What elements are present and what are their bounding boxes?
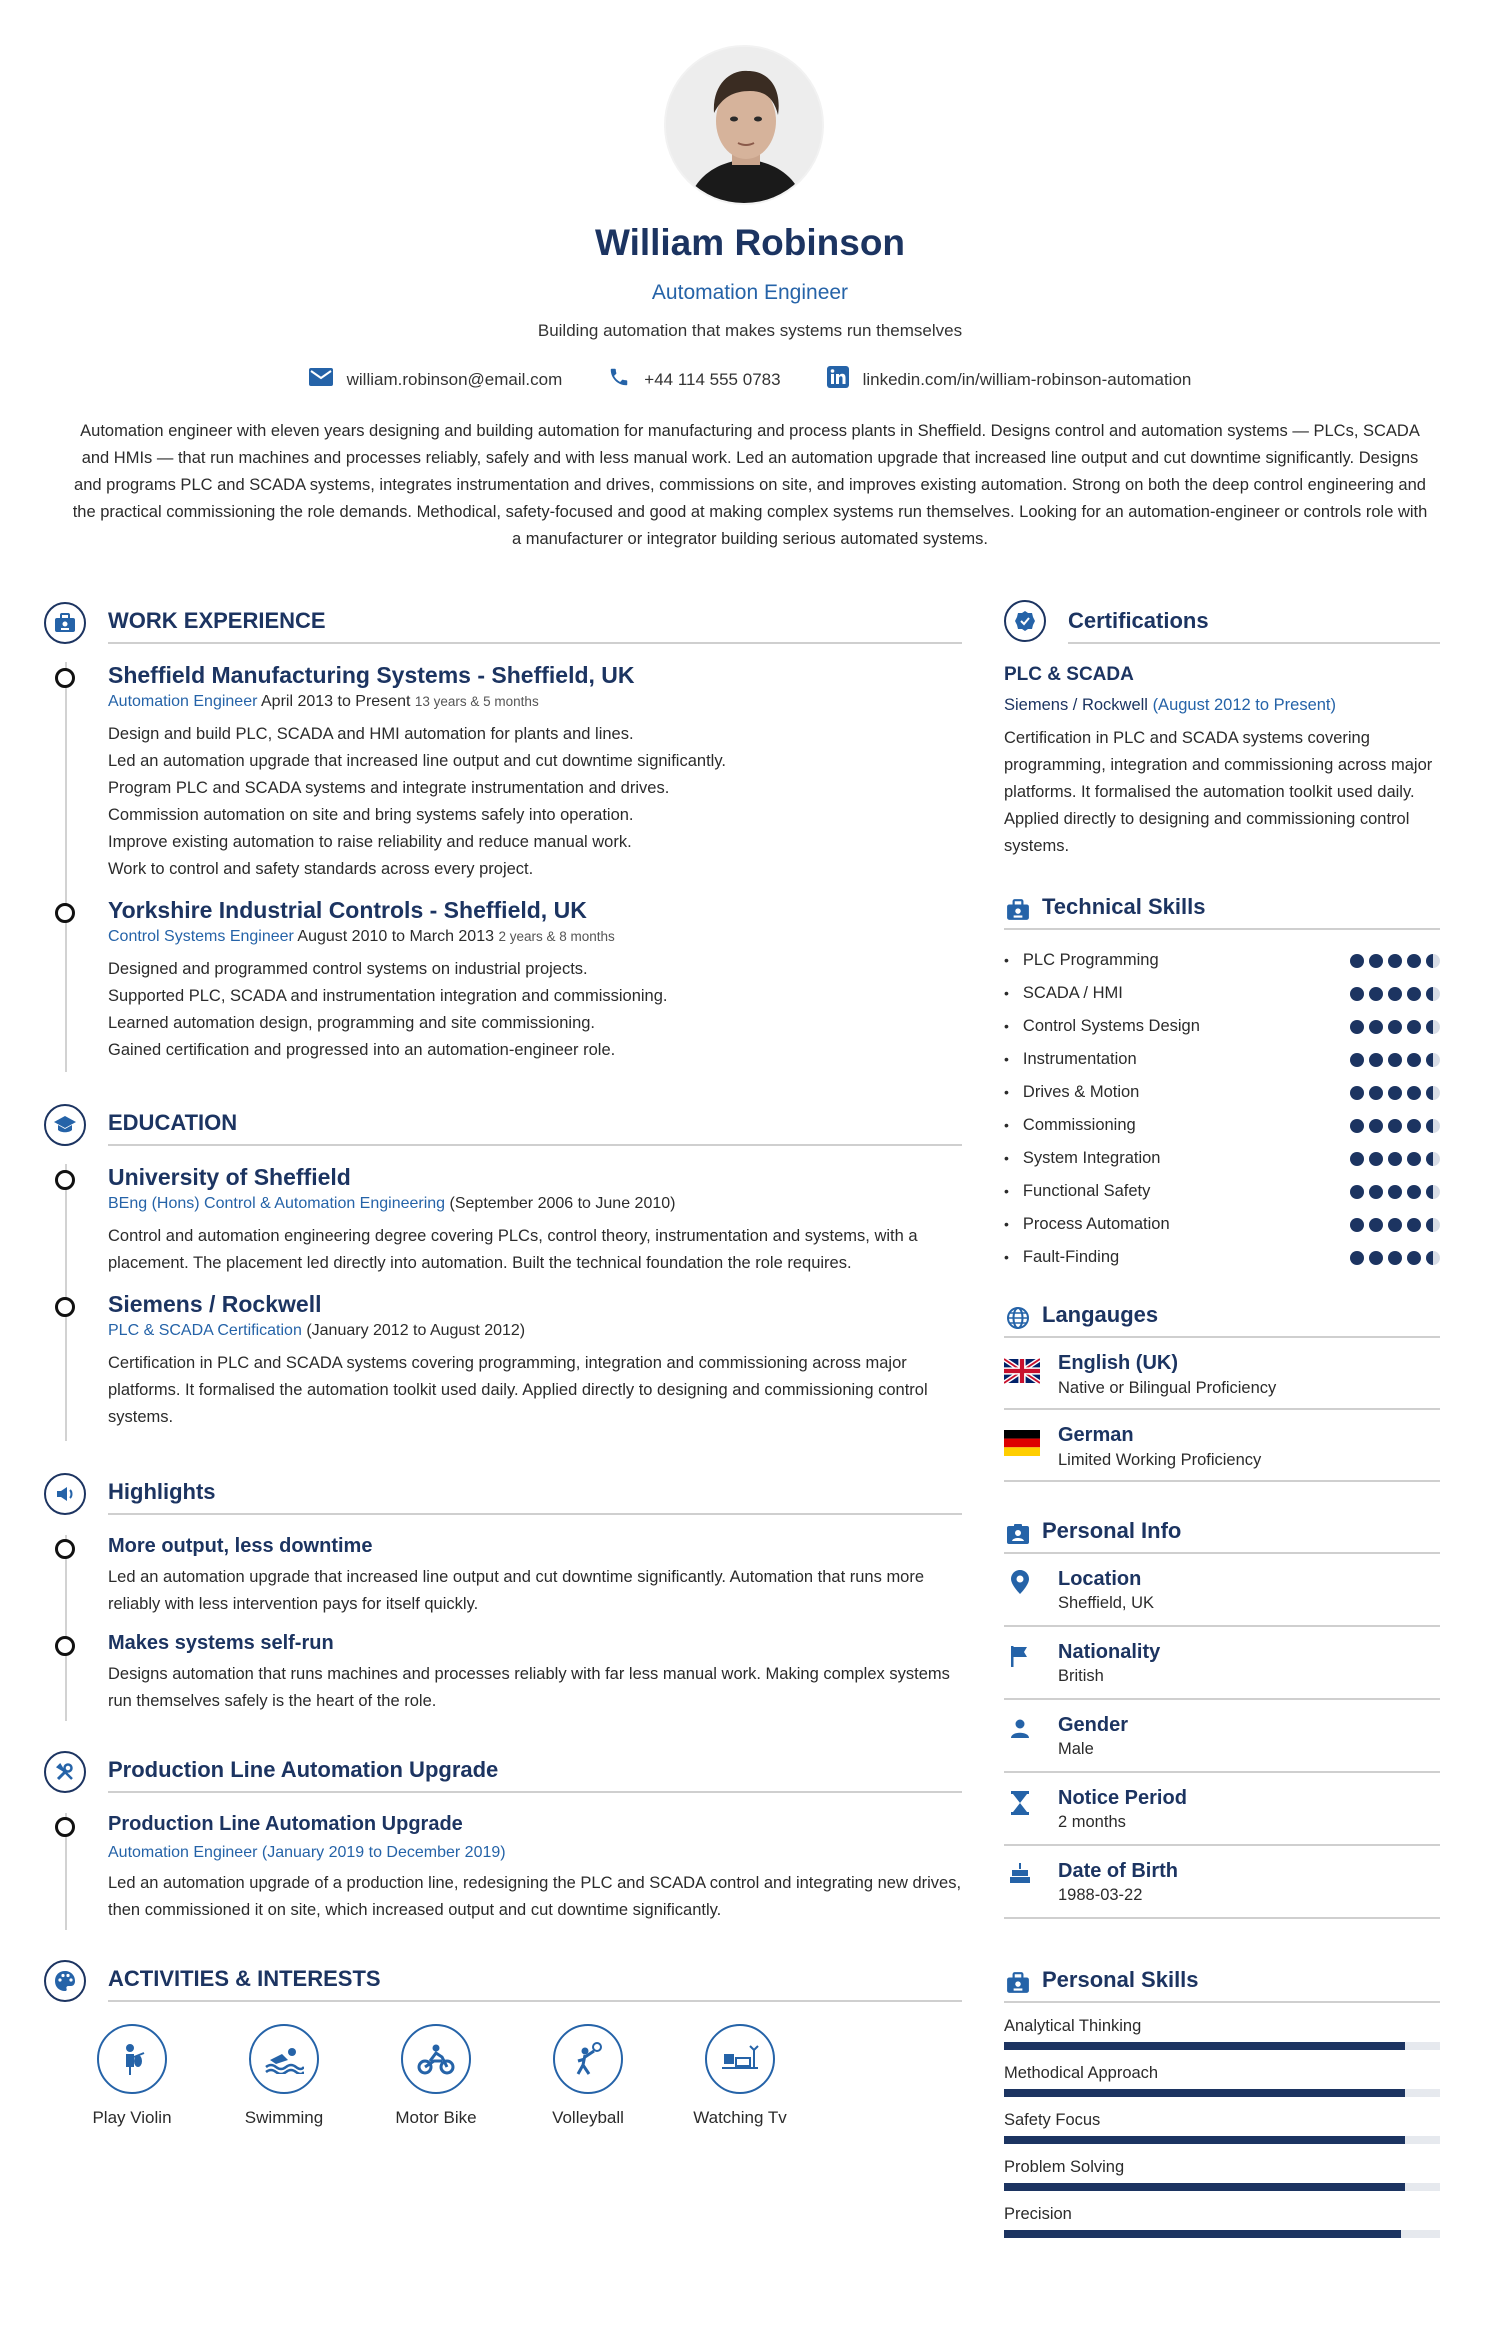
rating-dot bbox=[1407, 987, 1421, 1001]
personal-info-value: 1988-03-22 bbox=[1058, 1886, 1143, 1904]
personal-skills-list bbox=[1004, 2017, 1440, 2238]
tv-icon bbox=[705, 2024, 775, 2094]
activity-item bbox=[360, 2024, 512, 2128]
highlights-section bbox=[44, 1471, 962, 1721]
skill-rating bbox=[1350, 1086, 1440, 1100]
germany-flag-icon bbox=[1004, 1430, 1040, 1461]
project-title: Production Line Automation Upgrade bbox=[108, 1813, 463, 1835]
rating-dot bbox=[1426, 1218, 1440, 1232]
rating-dot bbox=[1426, 1185, 1440, 1199]
rating-dot bbox=[1426, 1152, 1440, 1166]
language-name: German bbox=[1058, 1424, 1134, 1446]
highlight-entry bbox=[108, 1632, 962, 1715]
technical-skill-item bbox=[1004, 1241, 1440, 1274]
job-bullet: Learned automation design, programming and site commissioning. bbox=[108, 1014, 596, 1032]
personal-skill-item bbox=[1004, 2017, 1440, 2050]
skill-rating bbox=[1350, 1218, 1440, 1232]
cert-dates: (August 2012 to Present) bbox=[1152, 696, 1337, 714]
activities-section bbox=[44, 1958, 962, 2128]
job-bullet: Supported PLC, SCADA and instrumentation integration and commissioning. bbox=[108, 987, 668, 1005]
rating-dot bbox=[1350, 1152, 1364, 1166]
rating-dot bbox=[1407, 1119, 1421, 1133]
project-role: Automation Engineer bbox=[108, 1844, 258, 1861]
technical-skill-item bbox=[1004, 1109, 1440, 1142]
rating-dot bbox=[1388, 1053, 1402, 1067]
personal-skill-bar-fill bbox=[1004, 2136, 1405, 2144]
education-description: Certification in PLC and SCADA systems covering programming, integration and commissioning across major platforms. It formalised the automation toolkit used daily. Applied directly to designing and commissioning control systems. bbox=[108, 1354, 928, 1426]
rating-dot bbox=[1350, 1185, 1364, 1199]
technical-skill-item bbox=[1004, 1175, 1440, 1208]
language-name: English (UK) bbox=[1058, 1352, 1178, 1374]
education-entry bbox=[108, 1291, 962, 1431]
phone-icon bbox=[608, 366, 630, 393]
personal-info-label: Notice Period bbox=[1058, 1787, 1187, 1809]
project-section bbox=[44, 1749, 962, 1930]
rating-dot bbox=[1426, 954, 1440, 968]
contact-bar bbox=[0, 366, 1500, 393]
rating-dot bbox=[1350, 954, 1364, 968]
skill-rating bbox=[1350, 1119, 1440, 1133]
job-bullet: Gained certification and progressed into an automation-engineer role. bbox=[108, 1041, 616, 1059]
personal-info-label: Date of Birth bbox=[1058, 1860, 1178, 1882]
personal-info-item bbox=[1004, 1700, 1440, 1773]
personal-skill-bar-fill bbox=[1004, 2183, 1405, 2191]
education-entry bbox=[108, 1164, 962, 1277]
phone-text: +44 114 555 0783 bbox=[644, 369, 781, 389]
personal-info-item bbox=[1004, 1773, 1440, 1846]
right-column bbox=[1004, 600, 1440, 2238]
cert-title: PLC & SCADA bbox=[1004, 664, 1134, 685]
personal-info-label: Nationality bbox=[1058, 1641, 1161, 1663]
section-title-activities: ACTIVITIES & INTERESTS bbox=[108, 1966, 381, 1991]
technical-skill-name: • Control Systems Design bbox=[1004, 1017, 1200, 1036]
job-bullet: Design and build PLC, SCADA and HMI automation for plants and lines. bbox=[108, 725, 634, 743]
technical-skill-name: • Commissioning bbox=[1004, 1116, 1136, 1135]
activity-label: Volleyball bbox=[552, 2108, 624, 2127]
section-title-highlights: Highlights bbox=[108, 1479, 216, 1504]
personal-skill-item bbox=[1004, 2205, 1440, 2238]
education-degree: BEng (Hons) Control & Automation Engineering bbox=[108, 1195, 446, 1212]
personal-info-value: British bbox=[1058, 1667, 1104, 1685]
rating-dot bbox=[1407, 1185, 1421, 1199]
rating-dot bbox=[1369, 1152, 1383, 1166]
personal-skill-bar-fill bbox=[1004, 2230, 1401, 2238]
badge-icon bbox=[1004, 600, 1046, 642]
id-card-icon bbox=[1004, 1520, 1032, 1548]
rating-dot bbox=[1426, 987, 1440, 1001]
personal-info-value: Sheffield, UK bbox=[1058, 1594, 1155, 1612]
personal-skill-bar-fill bbox=[1004, 2089, 1405, 2097]
rating-dot bbox=[1350, 1251, 1364, 1265]
personal-skill-bar bbox=[1004, 2183, 1440, 2191]
contact-phone[interactable] bbox=[608, 366, 780, 393]
graduation-cap-icon bbox=[44, 1104, 86, 1146]
personal-info-section bbox=[1004, 1508, 1440, 1919]
skill-rating bbox=[1350, 1053, 1440, 1067]
work-experience-section bbox=[44, 600, 962, 1072]
activity-item bbox=[56, 2024, 208, 2128]
linkedin-text: linkedin.com/in/william-robinson-automation bbox=[862, 369, 1192, 389]
cert-description: Certification in PLC and SCADA systems covering programming, integration and commissioning across major platforms. It formalised the automation toolkit used daily. Applied directly to designing and commissioning control systems. bbox=[1004, 729, 1433, 855]
job-entry bbox=[108, 897, 962, 1064]
email-text: william.robinson@email.com bbox=[346, 369, 563, 389]
technical-skill-name: • Functional Safety bbox=[1004, 1182, 1150, 1201]
personal-skill-name: Analytical Thinking bbox=[1004, 2017, 1142, 2035]
email-icon bbox=[309, 368, 333, 391]
activity-item bbox=[208, 2024, 360, 2128]
rating-dot bbox=[1388, 1119, 1402, 1133]
technical-skill-item bbox=[1004, 977, 1440, 1010]
rating-dot bbox=[1407, 1053, 1421, 1067]
section-title-work: WORK EXPERIENCE bbox=[108, 608, 326, 633]
job-bullet: Commission automation on site and bring systems safely into operation. bbox=[108, 806, 634, 824]
highlight-title: More output, less downtime bbox=[108, 1535, 373, 1557]
rating-dot bbox=[1426, 1053, 1440, 1067]
personal-skill-item bbox=[1004, 2111, 1440, 2144]
rating-dot bbox=[1388, 1086, 1402, 1100]
project-entry bbox=[108, 1813, 962, 1924]
highlight-text: Led an automation upgrade that increased line output and cut downtime significantly. Automation that runs more reliably with less intervention pays for itself quickly. bbox=[108, 1568, 925, 1613]
rating-dot bbox=[1350, 1086, 1364, 1100]
job-role: Control Systems Engineer bbox=[108, 928, 294, 945]
personal-skills-section bbox=[1004, 1957, 1440, 2238]
rating-dot bbox=[1350, 1053, 1364, 1067]
person-icon bbox=[1004, 1718, 1036, 1743]
personal-skill-name: Safety Focus bbox=[1004, 2111, 1101, 2129]
technical-skill-name: • Drives & Motion bbox=[1004, 1083, 1139, 1102]
job-company: Yorkshire Industrial Controls - Sheffield, UK bbox=[108, 897, 587, 923]
skill-rating bbox=[1350, 987, 1440, 1001]
language-level: Limited Working Proficiency bbox=[1058, 1451, 1262, 1469]
violin-icon bbox=[97, 2024, 167, 2094]
section-title-languages: Langauges bbox=[1042, 1302, 1159, 1327]
profile-photo bbox=[664, 45, 824, 205]
toolbox-icon bbox=[1004, 896, 1032, 924]
megaphone-icon bbox=[44, 1473, 86, 1515]
rating-dot bbox=[1407, 1152, 1421, 1166]
personal-info-value: 2 months bbox=[1058, 1813, 1126, 1831]
job-bullet: Designed and programmed control systems on industrial projects. bbox=[108, 960, 588, 978]
job-company: Sheffield Manufacturing Systems - Sheffield, UK bbox=[108, 662, 635, 688]
cake-icon bbox=[1004, 1862, 1036, 1889]
activity-label: Motor Bike bbox=[395, 2108, 477, 2127]
personal-info-label: Location bbox=[1058, 1568, 1142, 1590]
personal-info-item bbox=[1004, 1554, 1440, 1627]
technical-skill-item bbox=[1004, 1010, 1440, 1043]
rating-dot bbox=[1388, 1251, 1402, 1265]
language-item bbox=[1004, 1338, 1440, 1410]
technical-skill-item bbox=[1004, 1208, 1440, 1241]
rating-dot bbox=[1369, 1086, 1383, 1100]
technical-skill-name: • System Integration bbox=[1004, 1149, 1160, 1168]
section-title-education: EDUCATION bbox=[108, 1110, 238, 1135]
job-bullet: Led an automation upgrade that increased line output and cut downtime significantly. bbox=[108, 752, 726, 770]
personal-skill-item bbox=[1004, 2064, 1440, 2097]
rating-dot bbox=[1350, 1119, 1364, 1133]
activity-item bbox=[512, 2024, 664, 2128]
project-dates: (January 2019 to December 2019) bbox=[261, 1844, 506, 1861]
rating-dot bbox=[1388, 1185, 1402, 1199]
education-dates: (September 2006 to June 2010) bbox=[449, 1195, 676, 1212]
section-title-technical-skills: Technical Skills bbox=[1042, 894, 1206, 919]
rating-dot bbox=[1388, 1152, 1402, 1166]
rating-dot bbox=[1369, 1053, 1383, 1067]
job-duration: 13 years & 5 months bbox=[414, 694, 539, 709]
skill-rating bbox=[1350, 1185, 1440, 1199]
globe-icon bbox=[1004, 1304, 1032, 1332]
rating-dot bbox=[1426, 1119, 1440, 1133]
hourglass-icon bbox=[1004, 1791, 1036, 1820]
personal-skill-name: Methodical Approach bbox=[1004, 2064, 1159, 2082]
rating-dot bbox=[1388, 1020, 1402, 1034]
technical-skill-name: • Instrumentation bbox=[1004, 1050, 1137, 1069]
activity-label: Play Violin bbox=[92, 2108, 172, 2127]
rating-dot bbox=[1407, 1020, 1421, 1034]
rating-dot bbox=[1426, 1086, 1440, 1100]
technical-skills-section bbox=[1004, 884, 1440, 1274]
linkedin-icon bbox=[827, 366, 849, 393]
activity-label: Watching Tv bbox=[693, 2108, 787, 2127]
candidate-title: Automation Engineer bbox=[651, 281, 849, 304]
rating-dot bbox=[1388, 987, 1402, 1001]
activity-label: Swimming bbox=[244, 2108, 324, 2127]
skill-rating bbox=[1350, 1152, 1440, 1166]
rating-dot bbox=[1369, 1119, 1383, 1133]
personal-info-value: Male bbox=[1058, 1740, 1094, 1758]
palette-icon bbox=[44, 1960, 86, 2002]
personal-info-item bbox=[1004, 1846, 1440, 1919]
job-bullet: Improve existing automation to raise reliability and reduce manual work. bbox=[108, 833, 632, 851]
job-duration: 2 years & 8 months bbox=[498, 929, 615, 944]
personal-skill-bar bbox=[1004, 2042, 1440, 2050]
rating-dot bbox=[1426, 1020, 1440, 1034]
briefcase-icon bbox=[44, 602, 86, 644]
highlight-entry bbox=[108, 1535, 962, 1618]
rating-dot bbox=[1369, 1020, 1383, 1034]
section-title-personal-skills: Personal Skills bbox=[1042, 1967, 1199, 1992]
project-description: Led an automation upgrade of a production line, redesigning the PLC and SCADA control and integrating new drives, then commissioned it on site, which increased output and cut downtime significantly. bbox=[108, 1874, 962, 1919]
technical-skill-name: • Process Automation bbox=[1004, 1215, 1170, 1234]
personal-info-item bbox=[1004, 1627, 1440, 1700]
tagline: Building automation that makes systems run themselves bbox=[537, 321, 963, 340]
skill-rating bbox=[1350, 954, 1440, 968]
rating-dot bbox=[1388, 954, 1402, 968]
rating-dot bbox=[1350, 1020, 1364, 1034]
job-bullet: Work to control and safety standards across every project. bbox=[108, 860, 534, 878]
rating-dot bbox=[1350, 987, 1364, 1001]
education-school: University of Sheffield bbox=[108, 1164, 351, 1190]
technical-skill-name: • Fault-Finding bbox=[1004, 1248, 1119, 1267]
personal-skill-bar-fill bbox=[1004, 2042, 1405, 2050]
skill-rating bbox=[1350, 1020, 1440, 1034]
personal-skill-name: Precision bbox=[1004, 2205, 1072, 2223]
activity-item bbox=[664, 2024, 816, 2128]
toolbox-icon bbox=[1004, 1969, 1032, 1997]
rating-dot bbox=[1369, 1251, 1383, 1265]
location-pin-icon bbox=[1004, 1570, 1036, 1599]
education-degree: PLC & SCADA Certification bbox=[108, 1322, 302, 1339]
technical-skill-item bbox=[1004, 1142, 1440, 1175]
rating-dot bbox=[1426, 1251, 1440, 1265]
job-dates: August 2010 to March 2013 bbox=[297, 928, 494, 945]
rating-dot bbox=[1369, 1185, 1383, 1199]
technical-skills-list bbox=[1004, 944, 1440, 1274]
flag-icon bbox=[1004, 1645, 1036, 1672]
personal-skill-bar bbox=[1004, 2089, 1440, 2097]
section-title-project: Production Line Automation Upgrade bbox=[108, 1757, 499, 1782]
personal-skill-bar bbox=[1004, 2136, 1440, 2144]
rating-dot bbox=[1407, 1218, 1421, 1232]
left-column bbox=[44, 600, 962, 2128]
education-dates: (January 2012 to August 2012) bbox=[306, 1322, 526, 1339]
rating-dot bbox=[1407, 1086, 1421, 1100]
languages-section bbox=[1004, 1292, 1440, 1482]
rating-dot bbox=[1369, 987, 1383, 1001]
rating-dot bbox=[1369, 954, 1383, 968]
highlight-title: Makes systems self-run bbox=[108, 1632, 334, 1654]
contact-email[interactable] bbox=[309, 366, 563, 393]
candidate-name: William Robinson bbox=[594, 222, 906, 263]
technical-skill-name: • SCADA / HMI bbox=[1004, 984, 1123, 1003]
section-title-certifications: Certifications bbox=[1068, 608, 1209, 633]
cert-issuer: Siemens / Rockwell bbox=[1004, 696, 1148, 714]
personal-skill-item bbox=[1004, 2158, 1440, 2191]
job-bullet: Program PLC and SCADA systems and integrate instrumentation and drives. bbox=[108, 779, 670, 797]
language-level: Native or Bilingual Proficiency bbox=[1058, 1379, 1277, 1397]
profile-summary: Automation engineer with eleven years designing and building automation for manufacturing and process plants in Sheffield. Designs control and automation systems — PLCs, SCADA and HMIs — that run machines and processes reliably, safely and with less manual work. Led an automation upgrade that increased line output and cut downtime significantly. Designs and programs PLC and SCADA systems, integrates instrumentation and drives, commissions on site, and improves existing automation. Strong on both the deep control engineering and the practical commissioning the role demands. Methodical, safety-focused and good at making complex systems run themselves. Looking for an automation-engineer or controls role with a manufacturer or integrator building serious automated systems. bbox=[72, 422, 1428, 548]
rating-dot bbox=[1369, 1218, 1383, 1232]
uk-flag-icon bbox=[1004, 1358, 1040, 1389]
motorbike-icon bbox=[401, 2024, 471, 2094]
education-description: Control and automation engineering degree covering PLCs, control theory, instrumentation and systems, with a placement. The placement led directly into automation. Built the technical foundation the role requires. bbox=[108, 1227, 918, 1272]
technical-skill-name: • PLC Programming bbox=[1004, 951, 1159, 970]
job-entry bbox=[108, 662, 962, 883]
education-section bbox=[44, 1102, 962, 1441]
education-school: Siemens / Rockwell bbox=[108, 1291, 322, 1317]
personal-skill-bar bbox=[1004, 2230, 1440, 2238]
personal-info-label: Gender bbox=[1058, 1714, 1129, 1736]
personal-skill-name: Problem Solving bbox=[1004, 2158, 1125, 2176]
technical-skill-item bbox=[1004, 1076, 1440, 1109]
rating-dot bbox=[1407, 954, 1421, 968]
language-item bbox=[1004, 1410, 1440, 1482]
job-dates: April 2013 to Present bbox=[261, 693, 411, 710]
certifications-section bbox=[1004, 600, 1440, 860]
technical-skill-item bbox=[1004, 944, 1440, 977]
skill-rating bbox=[1350, 1251, 1440, 1265]
contact-linkedin[interactable] bbox=[827, 366, 1192, 393]
job-role: Automation Engineer bbox=[108, 693, 258, 710]
highlight-text: Designs automation that runs machines and processes reliably with far less manual work. Making complex systems run themselves safely is the heart of the role. bbox=[108, 1665, 950, 1710]
rating-dot bbox=[1350, 1218, 1364, 1232]
tools-icon bbox=[44, 1751, 86, 1793]
rating-dot bbox=[1407, 1251, 1421, 1265]
rating-dot bbox=[1388, 1218, 1402, 1232]
swimming-icon bbox=[249, 2024, 319, 2094]
section-title-personal-info: Personal Info bbox=[1042, 1518, 1182, 1543]
technical-skill-item bbox=[1004, 1043, 1440, 1076]
volleyball-icon bbox=[553, 2024, 623, 2094]
